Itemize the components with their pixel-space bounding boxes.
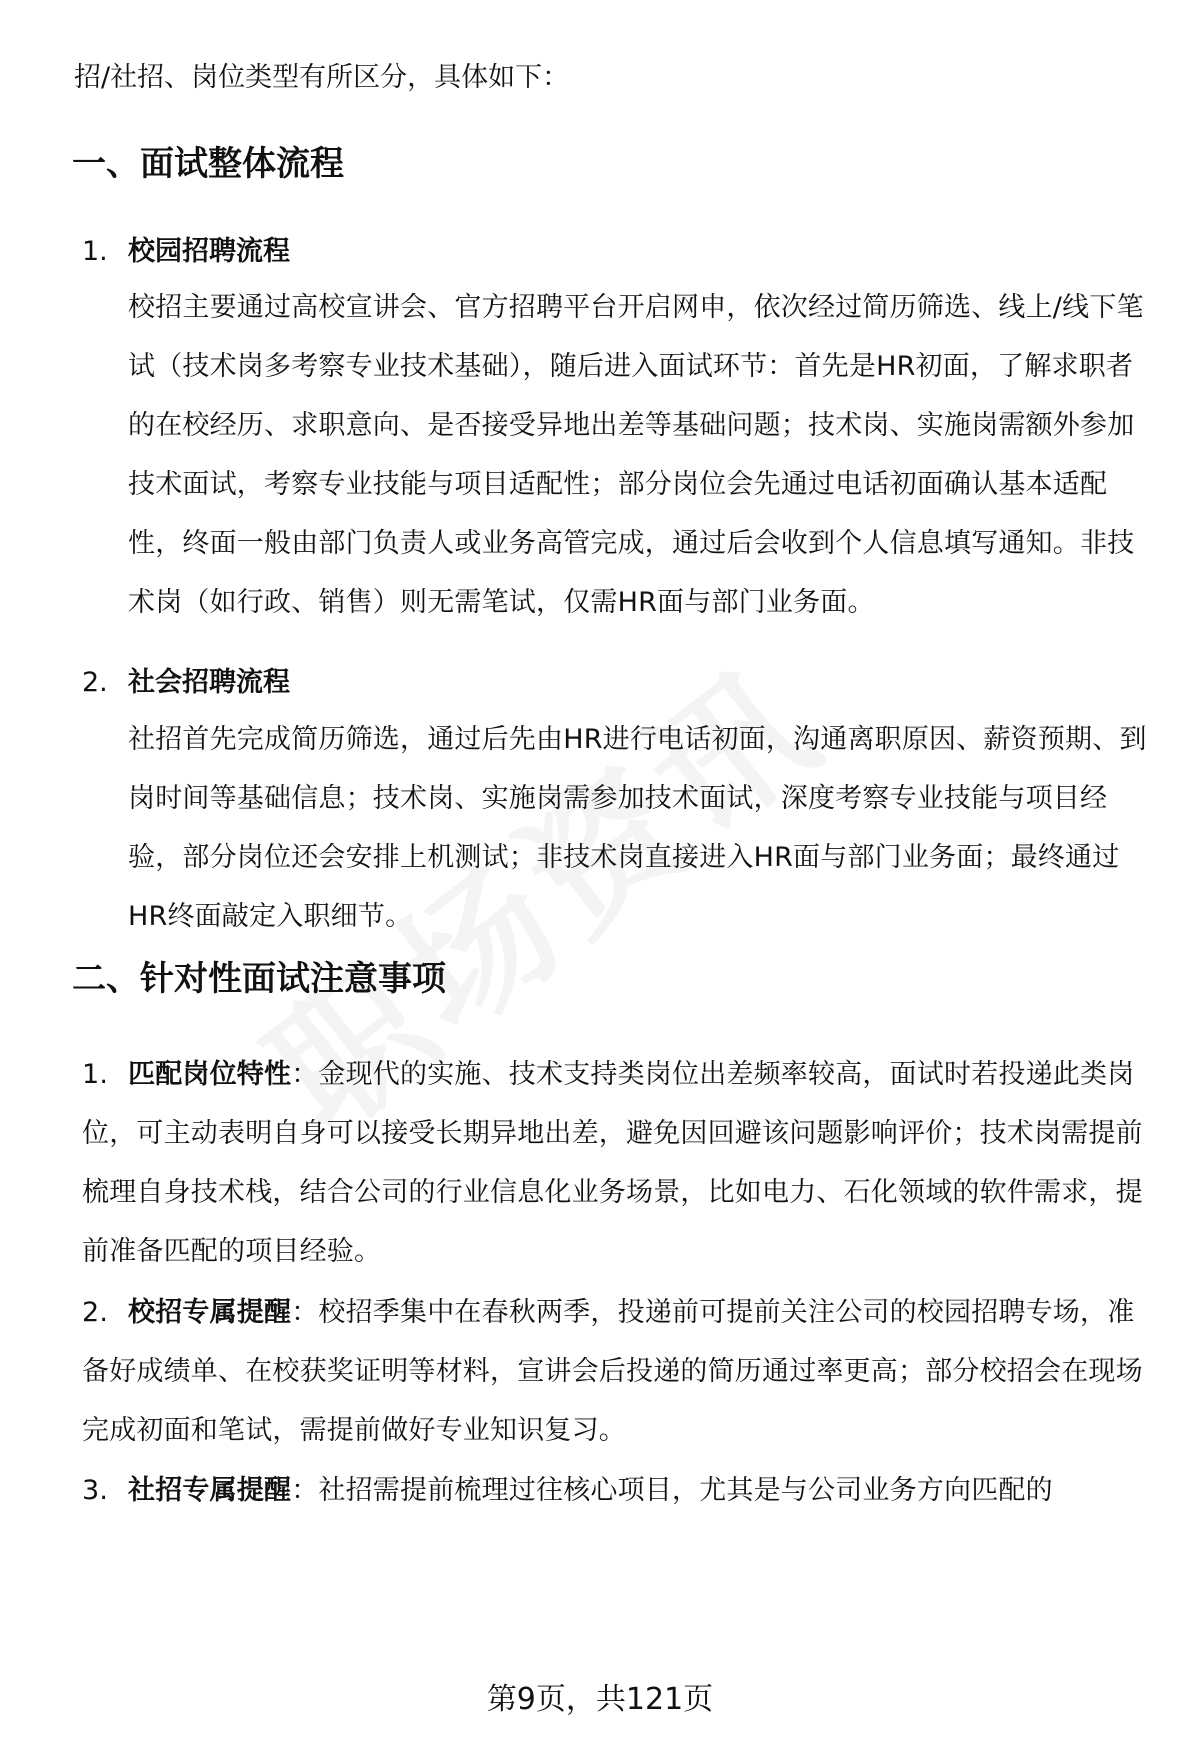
list-item — [82, 1283, 1158, 1460]
list-item-title: 社会招聘流程 — [128, 667, 290, 698]
page-footer: 第9页，共121页 — [486, 1682, 714, 1717]
list-number: 1. — [82, 236, 108, 267]
section-heading-1: 一、面试整体流程 — [72, 144, 344, 184]
list-item-body: ：社招需提前梳理过往核心项目，尤其是与公司业务方向匹配的 — [291, 1475, 1053, 1506]
list-number: 2. — [82, 1297, 109, 1328]
list-number: 3. — [82, 1475, 109, 1506]
list-item-body: ：金现代的实施、技术支持类岗位出差频率较高，面试时若投递此类岗位，可主动表明自身可以接受长期异地出差，避免因回避该问题影响评价；技术岗需提前梳理自身技术栈，结合公司的行业信息化业务场景，比如电力、石化领域的软件需求，提前准备匹配的项目经验。 — [82, 1059, 1143, 1267]
list-item — [82, 1045, 1158, 1281]
list-item-label: 匹配岗位特性 — [128, 1059, 292, 1090]
list-item-body: ：校招季集中在春秋两季，投递前可提前关注公司的校园招聘专场，准备好成绩单、在校获奖证明等材料，宣讲会后投递的简历通过率更高；部分校招会在现场完成初面和笔试，需提前做好专业知识复习。 — [82, 1297, 1143, 1446]
list-number: 1. — [82, 1059, 109, 1090]
list-item-label: 校招专属提醒 — [128, 1297, 292, 1328]
list-number: 2. — [82, 667, 108, 698]
list-item-body: 校招主要通过高校宣讲会、官方招聘平台开启网申，依次经过简历筛选、线上/线下笔试（技术岗多考察专业技术基础），随后进入面试环节：首先是HR初面，了解求职者的在校经历、求职意向、是否接受异地出差等基础问题；技术岗、实施岗需额外参加技术面试，考察专业技能与项目适配性；部分岗位会先通过电话初面确认基本适配性，终面一般由部门负责人或业务高管完成，通过后会收到个人信息填写通知。非技术岗（如行政、销售）则无需笔试，仅需HR面与部门业务面。 — [128, 292, 1144, 618]
list-item-label: 社招专属提醒 — [128, 1475, 292, 1506]
section-heading-2: 二、针对性面试注意事项 — [72, 959, 446, 999]
list-item — [82, 1461, 1158, 1520]
list-item-body: 社招首先完成简历筛选，通过后先由HR进行电话初面，沟通离职原因、薪资预期、到岗时间等基础信息；技术岗、实施岗需参加技术面试，深度考察专业技能与项目经验，部分岗位还会安排上机测试；非技术岗直接进入HR面与部门业务面；最终通过HR终面敲定入职细节。 — [128, 724, 1147, 932]
list-item-title: 校园招聘流程 — [128, 236, 290, 267]
intro-text: 招/社招、岗位类型有所区分，具体如下： — [74, 62, 570, 93]
